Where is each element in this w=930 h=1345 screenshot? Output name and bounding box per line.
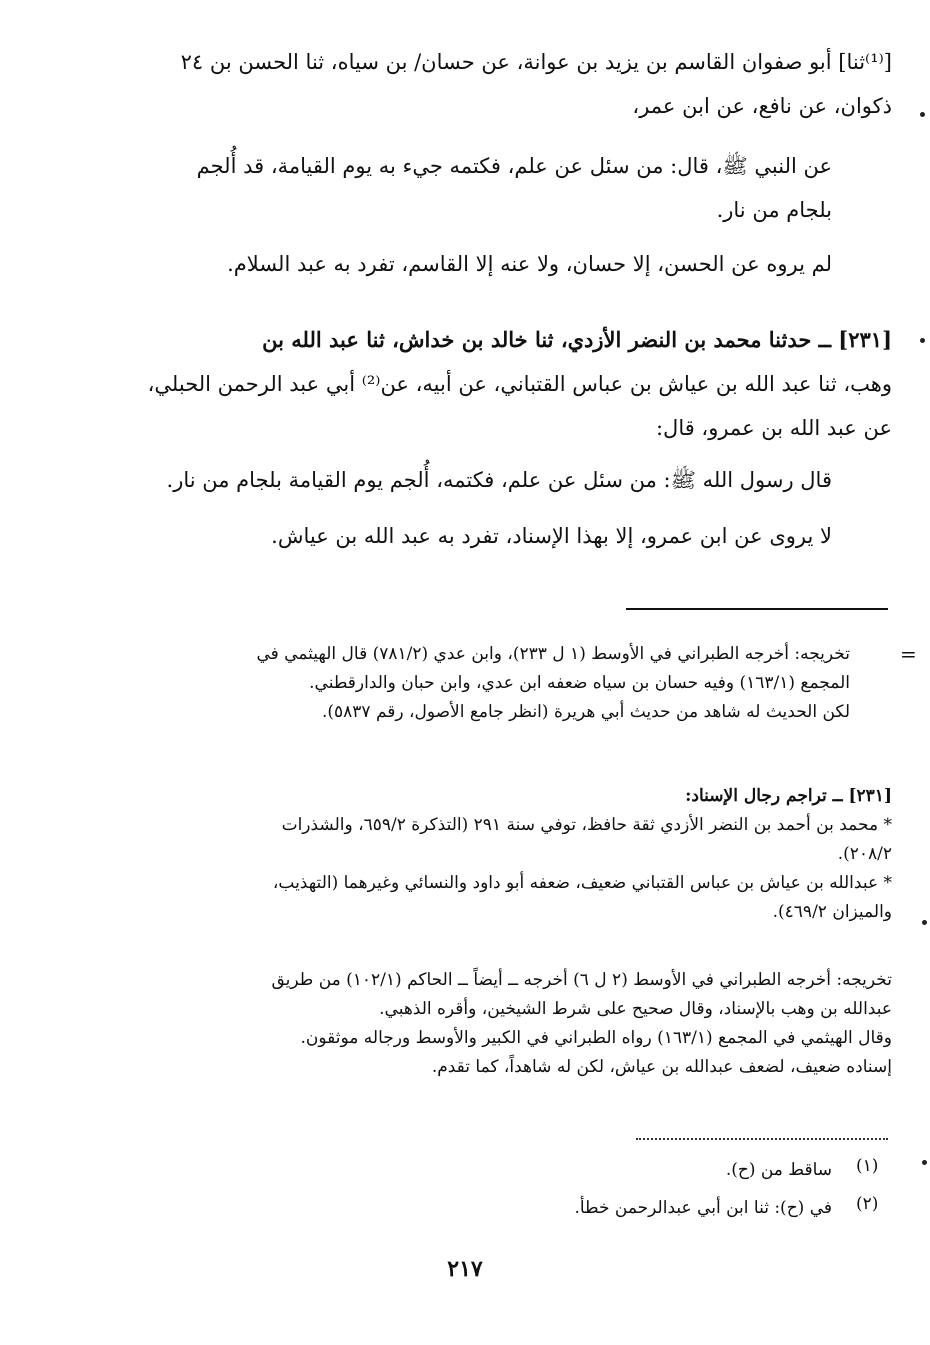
hadith-231-comment	[80, 514, 832, 558]
margin-dot	[920, 338, 925, 343]
narrators-notes-231	[80, 782, 892, 927]
text-line: عن عبد الله بن عمرو، قال:	[655, 416, 892, 440]
text-line: لكن الحديث له شاهد من حديث أبي هريرة (انظر جامع الأصول، رقم ٥٨٣٧).	[321, 702, 850, 722]
text-line: وقال الهيثمي في المجمع (١٦٣/١) رواه الطبراني في الكبير والأوسط ورجاله موثقون.	[300, 1028, 892, 1048]
notes-separator	[626, 608, 888, 610]
hadith-1-comment	[80, 242, 832, 286]
footnote-number: (٢)	[856, 1194, 879, 1214]
text-line: ذكوان، عن نافع، عن ابن عمر،	[632, 94, 892, 118]
footnote-text	[400, 1156, 832, 1185]
text-line: عبدالله بن وهب بالإسناد، وقال صحيح على شرط الشيخين، وأقره الذهبي.	[379, 999, 892, 1019]
text-line: بلجام من نار.	[716, 198, 832, 222]
margin-dot	[922, 1160, 927, 1165]
takhrij-notes-1	[80, 640, 850, 727]
margin-dot	[922, 920, 927, 925]
hadith-1-isnad	[30, 40, 892, 128]
text-line: قال رسول الله ﷺ: من سئل عن علم، فكتمه، أُلجم يوم القيامة بلجام من نار.	[166, 468, 832, 492]
hadith-heading-line: [٢٣١] ــ حدثنا محمد بن النضر الأزدي، ثنا خالد بن خداش، ثنا عبد الله بن	[262, 327, 892, 352]
text-line: في (ح): ثنا ابن أبي عبدالرحمن خطأ.	[574, 1198, 832, 1218]
notes-heading: [٢٣١] ــ تراجم رجال الإسناد:	[685, 786, 892, 806]
hadith-1-matn	[80, 144, 832, 232]
text-line: وهب، ثنا عبد الله بن عياش بن عباس القتباني، عن أبيه، عن⁽²⁾ أبي عبد الرحمن الحبلي،	[147, 372, 892, 396]
text-line: إسناده ضعيف، لضعف عبدالله بن عياش، لكن له شاهداً، كما تقدم.	[431, 1057, 892, 1077]
text-line: المجمع (١٦٣/١) وفيه حسان بن سياه ضعفه ابن عدي، وابن حبان والدارقطني.	[309, 673, 850, 693]
text-line: لا يروى عن ابن عمرو، إلا بهذا الإسناد، تفرد به عبد الله بن عياش.	[271, 524, 832, 548]
text-line: تخريجه: أخرجه الطبراني في الأوسط (٢ ل ٦) أخرجه ــ أيضاً ــ الحاكم (١٠٢/١) من طريق	[271, 970, 892, 990]
footnote-text	[400, 1194, 832, 1223]
footnotes-separator	[636, 1138, 888, 1140]
text-line: * عبدالله بن عياش بن عباس القتباني ضعيف، ضعفه أبو داود والنسائي وغيرهما (التهذيب،	[272, 873, 892, 893]
page-number: ٢١٧	[447, 1256, 483, 1282]
takhrij-notes-231	[80, 966, 892, 1082]
text-line: تخريجه: أخرجه الطبراني في الأوسط (١ ل ٢٣٣)، وابن عدي (٧٨١/٢) قال الهيثمي في	[256, 644, 850, 664]
hadith-231-isnad	[80, 318, 892, 450]
text-line: [⁽¹⁾ثنا] أبو صفوان القاسم بن يزيد بن عوانة، عن حسان/ بن سياه، ثنا الحسن بن ٢٤	[180, 50, 892, 74]
text-line: ٢٠٨/٢).	[837, 844, 892, 864]
margin-dot	[920, 112, 925, 117]
hadith-231-matn	[80, 458, 832, 502]
text-line: * محمد بن أحمد بن النضر الأزدي ثقة حافظ، توفي سنة ٢٩١ (التذكرة ٦٥٩/٢، والشذرات	[281, 815, 892, 835]
text-line: ساقط من (ح).	[725, 1160, 832, 1180]
text-line: لم يروه عن الحسن، إلا حسان، ولا عنه إلا القاسم، تفرد به عبد السلام.	[227, 252, 832, 276]
side-marker: =	[900, 642, 917, 666]
text-line: عن النبي ﷺ، قال: من سئل عن علم، فكتمه جيء به يوم القيامة، قد أُلجم	[196, 154, 832, 178]
text-line: والميزان ٤٦٩/٢).	[772, 902, 892, 922]
footnote-number: (١)	[856, 1156, 879, 1176]
